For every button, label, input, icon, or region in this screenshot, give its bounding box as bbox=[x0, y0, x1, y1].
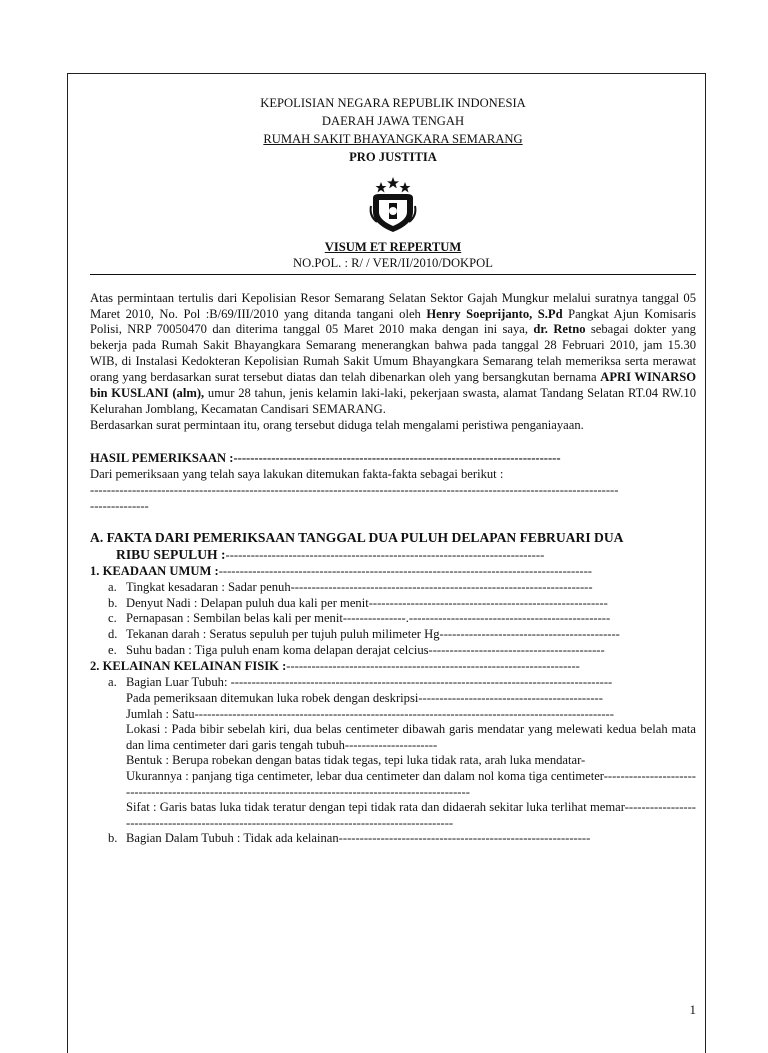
detail-line: Ukurannya : panjang tiga centimeter, lebar dua centimeter dan dalam nol koma tiga centimeter-------------------------------------------------------------------------------------------------------- bbox=[126, 769, 696, 800]
list-marker: b. bbox=[108, 595, 118, 610]
doctor-name: dr. Retno bbox=[533, 322, 586, 337]
list-marker: d. bbox=[108, 627, 118, 642]
list-item bbox=[108, 579, 696, 596]
keadaan-heading bbox=[90, 564, 696, 580]
keadaan-heading-text: 1. KEADAAN UMUM : bbox=[90, 563, 219, 578]
intro-text-3: sebagai dokter yang bekerja pada Rumah Sakit Bhayangkara Semarang menerangkan bahwa pada tanggal 28 Februari 2010, jam 15.30 WIB, di Instalasi Kedokteran Kepolisian Rumah Sakit Umum Bhayangkara Semarang telah memeriksa serta merawat orang yang berdasarkan surat tersebut diatas dan telah dibenarkan oleh yang bersangkutan bernama bbox=[90, 322, 696, 385]
list-text: Bagian Luar Tubuh: ------------------------------------------------------------------------------------------- bbox=[126, 674, 613, 689]
intro-text-4: umur 28 tahun, jenis kelamin laki-laki, pekerjaan swasta, alamat Tandang Selatan RT.04 RW.10 Kelurahan Jomblang, Kecamatan Candisari SEMARANG. bbox=[90, 385, 696, 416]
intro-paragraph bbox=[90, 291, 696, 418]
requester-name: Henry Soeprijanto, S.Pd bbox=[426, 306, 563, 321]
hasil-dash-2: -------------- bbox=[90, 499, 149, 514]
header-line-4: PRO JUSTITIA bbox=[349, 150, 437, 164]
list-item bbox=[108, 643, 696, 659]
list-item bbox=[108, 674, 696, 691]
list-marker: e. bbox=[108, 643, 117, 658]
luar-tubuh-details bbox=[90, 691, 696, 832]
police-emblem-icon bbox=[367, 176, 419, 234]
list-item bbox=[108, 627, 696, 643]
list-item bbox=[108, 611, 696, 627]
document-body bbox=[90, 94, 696, 847]
kelainan-heading-text: 2. KELAINAN KELAINAN FISIK : bbox=[90, 659, 287, 674]
intro-text-1: Atas permintaan tertulis dari Kepolisian Resor Semarang Selatan Sektor Gajah Mungkur melalui suratnya tanggal 05 Maret 2010, No. Pol :B/69/III/2010 yang ditanda tangani oleh bbox=[90, 290, 696, 321]
keadaan-list bbox=[90, 580, 696, 659]
detail-line: Jumlah : Satu---------------------------------------------------------------------------------------------------- bbox=[126, 706, 614, 721]
hasil-label: HASIL PEMERIKSAAN :------------------------------------------------------------------------------ bbox=[90, 451, 561, 466]
page-number: 1 bbox=[689, 1002, 696, 1017]
letterhead bbox=[90, 94, 696, 166]
kelainan-heading bbox=[90, 659, 696, 675]
detail-line: Lokasi : Pada bibir sebelah kiri, dua belas centimeter dibawah garis mendatar yang melewati kedua belah mata dan lima centimeter dari garis tengah tubuh---------------------- bbox=[126, 722, 696, 753]
hasil-text: Dari pemeriksaan yang telah saya lakukan ditemukan fakta-fakta sebagai berikut : bbox=[90, 467, 504, 482]
kelainan-heading-dash: ---------------------------------------------------------------------- bbox=[286, 659, 580, 674]
hasil-dash-1: ------------------------------------------------------------------------------------------------------------------------------ bbox=[90, 483, 619, 498]
list-marker: a. bbox=[108, 674, 117, 689]
list-marker: a. bbox=[108, 579, 117, 594]
section-a-line-1: A. FAKTA DARI PEMERIKSAAN TANGGAL DUA PULUH DELAPAN FEBRUARI DUA bbox=[90, 529, 624, 545]
list-text: Denyut Nadi : Delapan puluh dua kali per menit--------------------------------------------------------- bbox=[126, 595, 608, 610]
header-line-2: DAERAH JAWA TENGAH bbox=[321, 114, 465, 128]
police-number: NO.POL. : R/ / VER/II/2010/DOKPOL bbox=[90, 256, 696, 275]
list-item bbox=[108, 595, 696, 612]
detail-line: Sifat : Garis batas luka tidak teratur dengan tepi tidak rata dan didaerah sekitar luka terlihat memar----------------------------------------------------------------------------------------------- bbox=[126, 800, 696, 831]
detail-line: Bentuk : Berupa robekan dengan batas tidak tegas, tepi luka tidak rata, arah luka mendatar- bbox=[126, 753, 586, 768]
section-a-line-2-text: RIBU SEPULUH : bbox=[116, 547, 226, 563]
list-text: Tekanan darah : Seratus sepuluh per tujuh puluh milimeter Hg------------------------------------------- bbox=[126, 627, 620, 642]
list-text: Pernapasan : Sembilan belas kali per menit---------------.------------------------------------------------ bbox=[126, 611, 611, 626]
list-marker: c. bbox=[108, 611, 117, 626]
list-item bbox=[108, 831, 696, 847]
list-text: Bagian Dalam Tubuh : Tidak ada kelainan------------------------------------------------------------ bbox=[126, 831, 591, 846]
list-text: Suhu badan : Tiga puluh enam koma delapan derajat celcius------------------------------------------ bbox=[126, 643, 605, 658]
section-a-line-2 bbox=[90, 546, 696, 564]
document-title: VISUM ET REPERTUM bbox=[324, 240, 462, 254]
header-line-3: RUMAH SAKIT BHAYANGKARA SEMARANG bbox=[263, 132, 523, 146]
patient-name: APRI WINARSO bin KUSLANI (alm), bbox=[90, 370, 696, 400]
detail-line: Pada pemeriksaan ditemukan luka robek dengan deskripsi-------------------------------------------- bbox=[126, 690, 603, 705]
keadaan-heading-dash: ----------------------------------------------------------------------------------------- bbox=[218, 563, 592, 578]
list-text: Tingkat kesadaran : Sadar penuh------------------------------------------------------------------------ bbox=[126, 579, 593, 594]
hasil-heading bbox=[90, 451, 696, 467]
kelainan-list-b bbox=[90, 831, 696, 847]
intro-text-2: Pangkat Ajun Komisaris Polisi, NRP 70050470 dan diterima tanggal 05 Maret 2010 maka dengan ini saya, bbox=[90, 306, 696, 337]
list-marker: b. bbox=[108, 831, 118, 846]
intro-conclusion: Berdasarkan surat permintaan itu, orang tersebut diduga telah mengalami peristiwa penganiayaan. bbox=[90, 417, 584, 432]
section-a-line-2-dash: ---------------------------------------------------------------------------- bbox=[225, 548, 545, 563]
kelainan-list bbox=[90, 675, 696, 691]
header-line-1: KEPOLISIAN NEGARA REPUBLIK INDONESIA bbox=[260, 96, 526, 110]
section-a-heading bbox=[90, 529, 696, 564]
